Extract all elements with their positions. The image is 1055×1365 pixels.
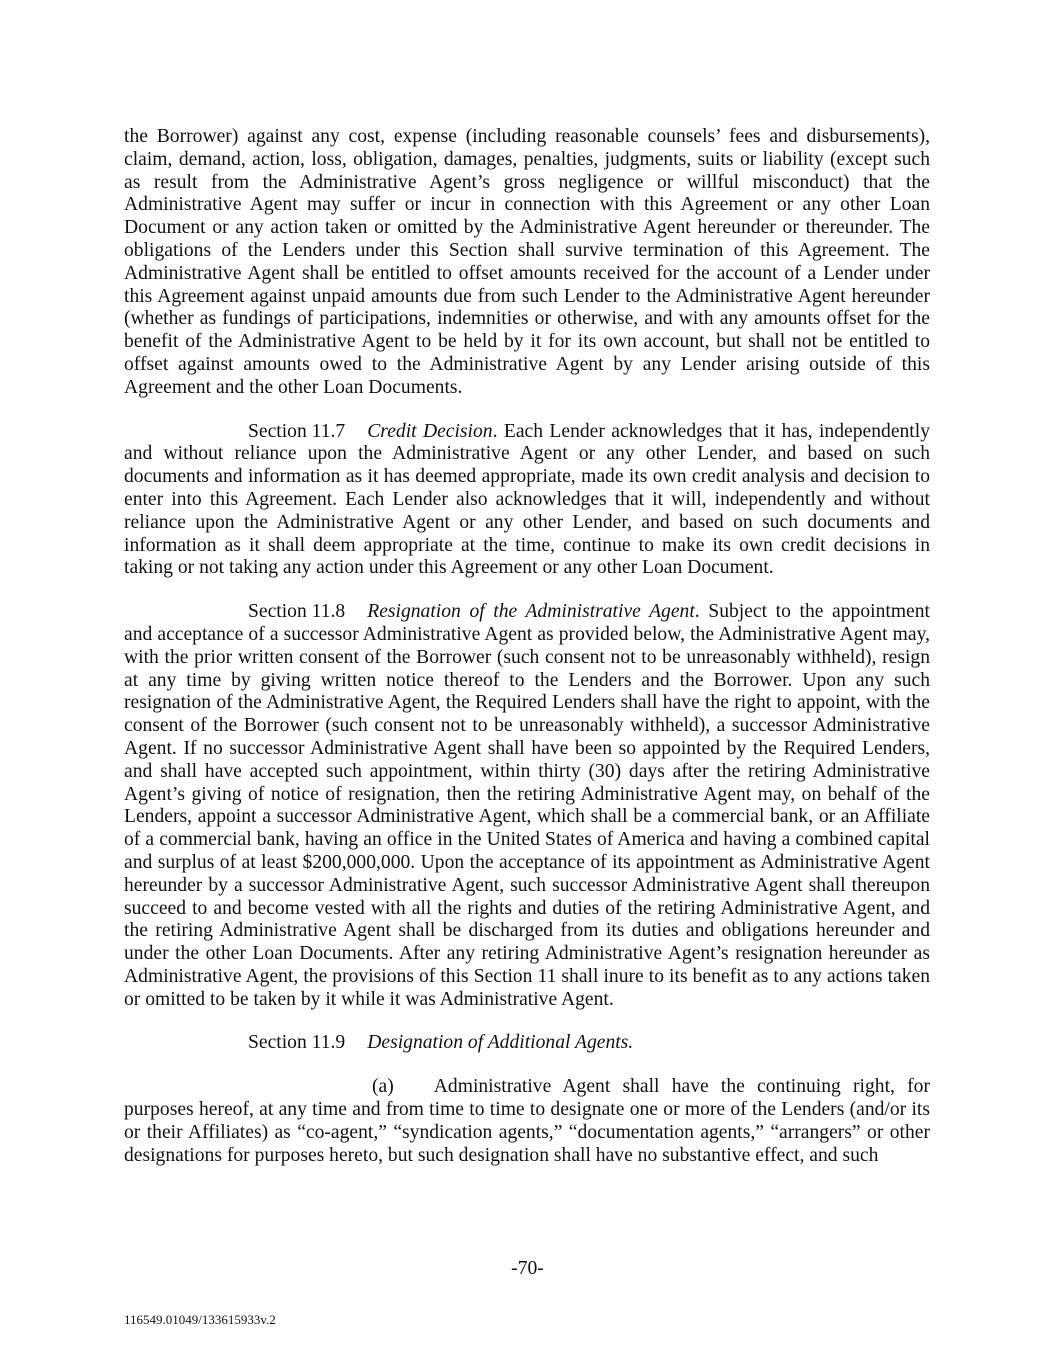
section-text: . Subject to the appointment and acceptance of a successor Administrative Agent as provided below, the Administrative Agent may, with the prior written consent of the Borrower (such consent not to be unreasonably withheld), resign at any time by giving written notice thereof to the Lenders and the Borrower. Upon any such resignation of the Administrative Agent, the Required Lenders shall have the right to appoint, with the consent of the Borrower (such consent not to be unreasonably withheld), a successor Administrative Agent. If no successor Administrative Agent shall have been so appointed by the Required Lenders, and shall have accepted such appointment, within thirty (30) days after the retiring Administrative Agent’s giving of notice of resignation, then the retiring Administrative Agent may, on behalf of the Lenders, appoint a successor Administrative Agent, which shall be a commercial bank, or an Affiliate of a commercial bank, having an office in the United States of America and having a combined capital and surplus of at least $200,000,000. Upon the acceptance of its appointment as Administrative Agent hereunder by a successor Administrative Agent, such successor Administrative Agent shall thereupon succeed to and become vested with all the rights and duties of the retiring Administrative Agent, and the retiring Administrative Agent shall be discharged from its duties and obligations hereunder and under the other Loan Documents. After any retiring Administrative Agent’s resignation hereunder as Administrative Agent, the provisions of this Section 11 shall inure to its benefit as to any actions taken or omitted to be taken by it while it was Administrative Agent.: [124, 601, 930, 1010]
paragraph-text: the Borrower) against any cost, expense (including reasonable counsels’ fees and disbursements), claim, demand, action, loss, obligation, damages, penalties, judgments, suits or liability (except such as result from the Administrative Agent’s gross negligence or willful misconduct) that the Administrative Agent may suffer or incur in connection with this Agreement or any other Loan Document or any action taken or omitted by the Administrative Agent hereunder or thereunder. The obligations of the Lenders under this Section shall survive termination of this Agreement. The Administrative Agent shall be entitled to offset amounts received for the account of a Lender under this Agreement against unpaid amounts due from such Lender to the Administrative Agent hereunder (whether as fundings of participations, indemnities or otherwise, and with any amounts offset for the benefit of the Administrative Agent to be held by it for its own account, but shall not be entitled to offset against amounts owed to the Administrative Agent by any Lender arising outside of this Agreement and the other Loan Documents.: [124, 126, 930, 398]
section-title: Designation of Additional Agents.: [367, 1032, 634, 1054]
section-text: . Each Lender acknowledges that it has, independently and without reliance upon the Administrative Agent or any other Lender, and based on such documents and information as it has deemed appropriate, made its own credit analysis and decision to enter into this Agreement. Each Lender also acknowledges that it will, independently and without reliance upon the Administrative Agent or any other Lender, and based on such documents and information as it shall deem appropriate at the time, continue to make its own credit decisions in taking or not taking any action under this Agreement or any other Loan Document.: [124, 420, 930, 579]
page-number: -70-: [511, 1258, 544, 1279]
document-id: 116549.01049/133615933v.2: [124, 1312, 276, 1327]
section-title: Resignation of the Administrative Agent: [367, 601, 695, 623]
section-number: Section 11.7: [248, 420, 346, 442]
subsection-text: Administrative Agent shall have the continuing right, for purposes hereof, at any time and from time to time to designate one or more of the Lenders (and/or its or their Affiliates) as “co-agent,” “syndication agents,” “documentation agents,” “arrangers” or other designations for purposes hereto, but such designation shall have no substantive effect, and such: [124, 1076, 930, 1166]
section-11-7-credit-decision: [124, 421, 930, 581]
paragraph-indemnity-continuation: [124, 126, 930, 400]
section-11-8-resignation: [124, 601, 930, 1011]
section-title: Credit Decision: [367, 420, 493, 442]
section-11-9-subsection-a: [124, 1076, 930, 1167]
subsection-label: (a): [372, 1076, 394, 1098]
section-number: Section 11.9: [248, 1032, 346, 1054]
section-number: Section 11.8: [248, 601, 346, 623]
section-11-9-heading: [124, 1032, 930, 1055]
document-body: [124, 126, 930, 1188]
